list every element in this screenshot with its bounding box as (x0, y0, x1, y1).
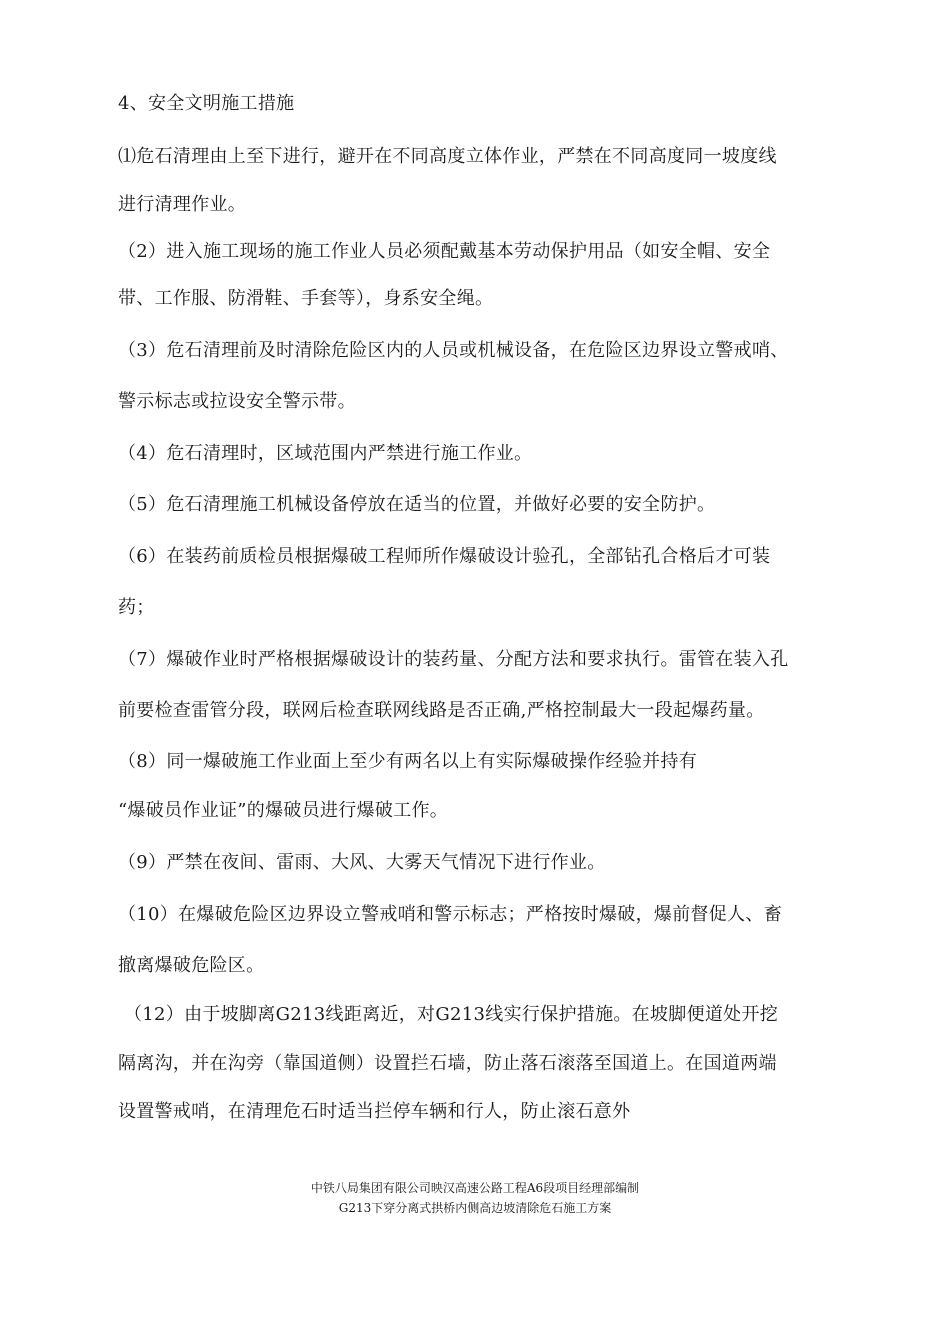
paragraph-line: ⑴危石清理由上至下进行，避开在不同高度立体作业，严禁在不同高度同一坡度线 (118, 146, 777, 167)
paragraph-line: （3）危石清理前及时清除危险区内的人员或机械设备，在危险区边界设立警戒哨、 (118, 340, 789, 361)
paragraph-line: “爆破员作业证”的爆破员进行爆破工作。 (118, 800, 449, 821)
paragraph-line: 药； (118, 597, 155, 618)
footer-company: 中铁八局集团有限公司映汉高速公路工程A6段项目经理部编制 (310, 1181, 640, 1195)
paragraph-line: （5）危石清理施工机械设备停放在适当的位置，并做好必要的安全防护。 (118, 494, 716, 515)
paragraph-line: 设置警戒哨，在清理危石时适当拦停车辆和行人，防止滚石意外 (118, 1101, 631, 1122)
paragraph-line: （9）严禁在夜间、雷雨、大风、大雾天气情况下进行作业。 (118, 852, 606, 873)
paragraph-line: （10）在爆破危险区边界设立警戒哨和警示标志；严格按时爆破，爆前督促人、畜 (118, 904, 783, 925)
paragraph-line: 进行清理作业。 (118, 194, 247, 215)
paragraph-line: 带、工作服、防滑鞋、手套等），身系安全绳。 (118, 288, 494, 309)
paragraph-line: 前要检查雷管分段，联网后检查联网线路是否正确,严格控制最大一段起爆药量。 (118, 700, 765, 721)
paragraph-line: 撤离爆破危险区。 (118, 955, 265, 976)
paragraph-line: （12）由于坡脚离G213线距离近，对G213线实行保护措施。在坡脚便道处开挖 (124, 1004, 779, 1025)
footer-document-title: G213下穿分离式拱桥内侧高边坡清除危石施工方案 (338, 1201, 612, 1215)
paragraph-line: （4）危石清理时，区域范围内严禁进行施工作业。 (118, 443, 533, 464)
paragraph-line: （7）爆破作业时严格根据爆破设计的装药量、分配方法和要求执行。雷管在装入孔 (118, 649, 789, 670)
paragraph-line: 警示标志或拉设安全警示带。 (118, 391, 356, 412)
section-heading: 4、安全文明施工措施 (118, 93, 295, 114)
paragraph-line: （8）同一爆破施工作业面上至少有两名以上有实际爆破操作经验并持有 (118, 751, 698, 772)
paragraph-line: （6）在装药前质检员根据爆破工程师所作爆破设计验孔，全部钻孔合格后才可装 (118, 546, 771, 567)
paragraph-line: （2）进入施工现场的施工作业人员必须配戴基本劳动保护用品（如安全帽、安全 (118, 241, 771, 262)
paragraph-line: 隔离沟，并在沟旁（靠国道侧）设置拦石墙，防止落石滚落至国道上。在国道两端 (118, 1053, 777, 1074)
